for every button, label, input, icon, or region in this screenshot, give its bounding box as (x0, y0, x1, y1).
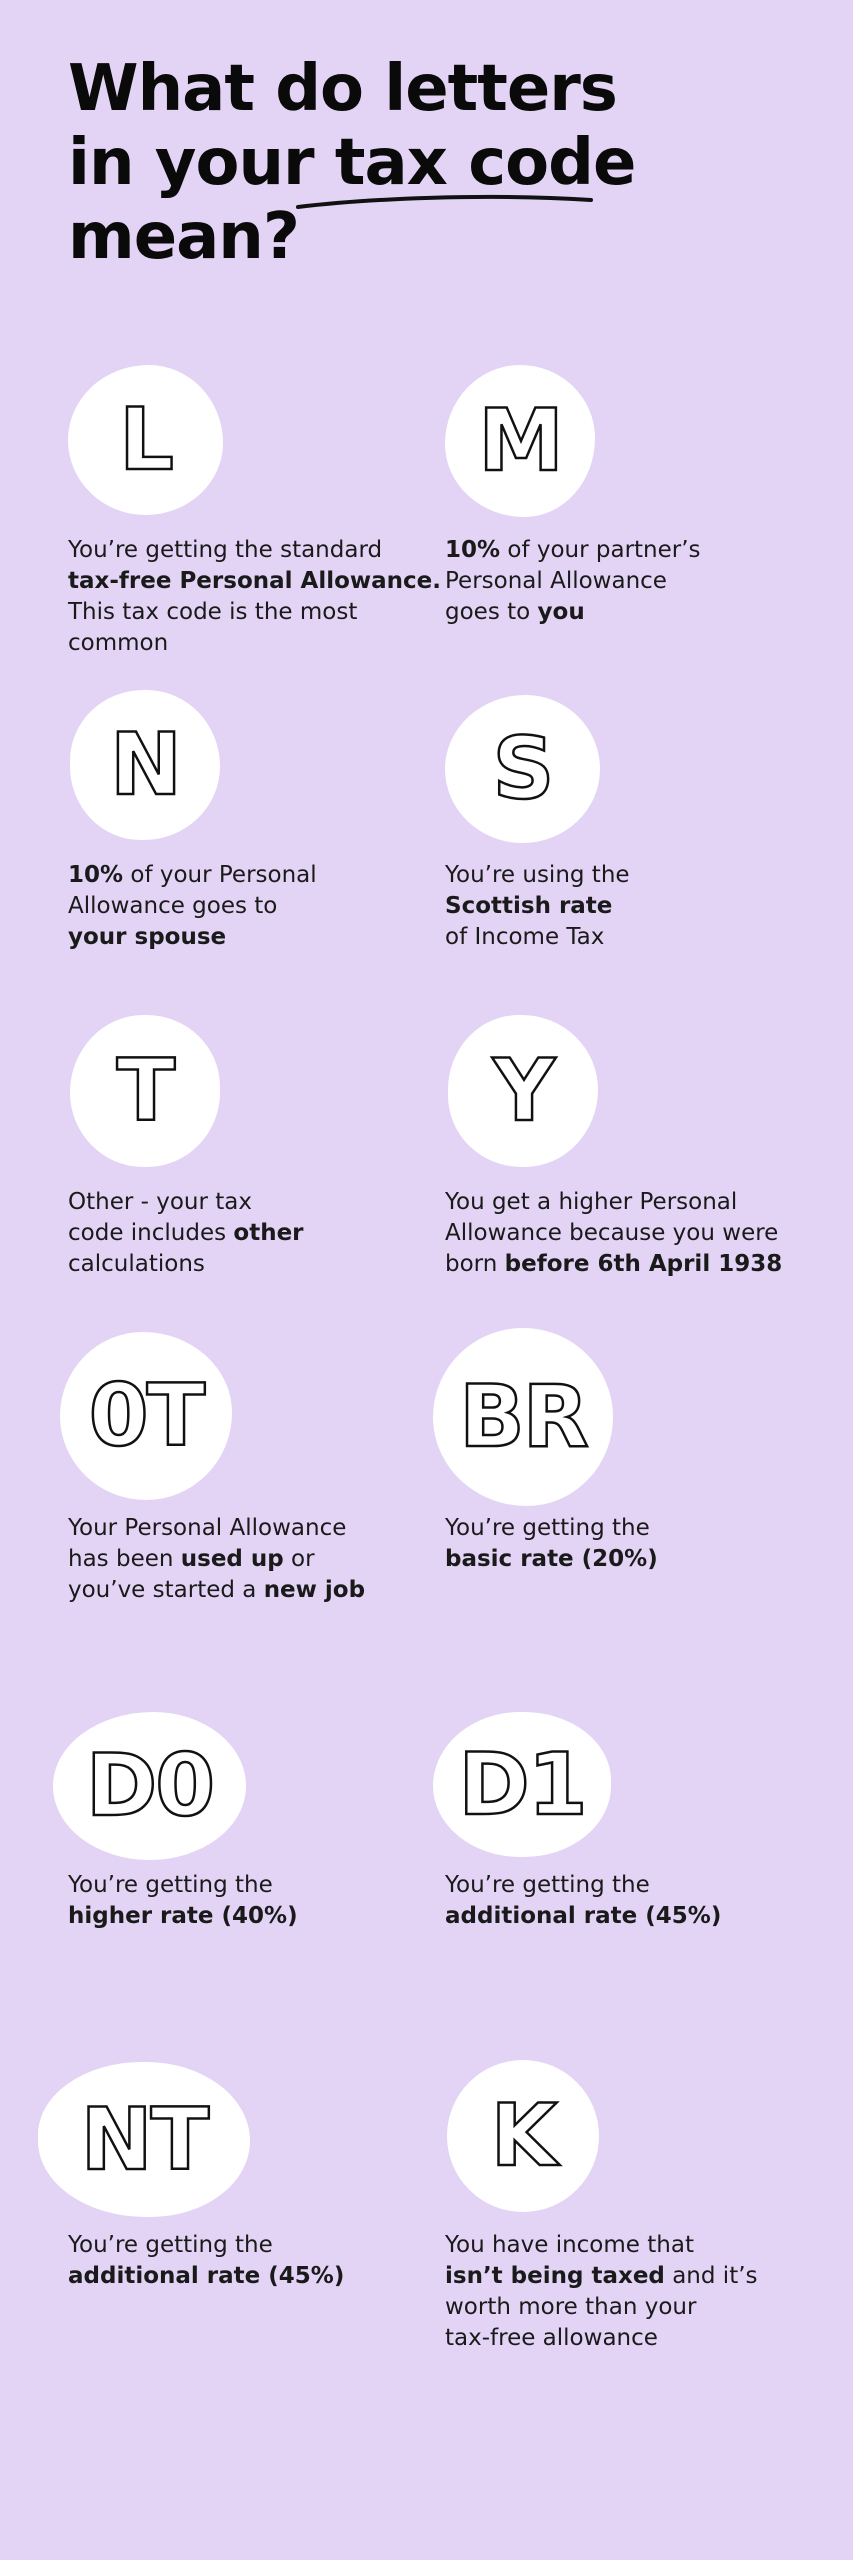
description-text: calculations (68, 1251, 205, 1277)
description-text: You’re getting the standard (68, 537, 383, 563)
description-emphasis: before 6th April 1938 (504, 1251, 783, 1277)
code-letter: T (116, 1041, 174, 1141)
description-emphasis: higher rate (40%) (68, 1903, 298, 1929)
code-letter: Y (492, 1041, 554, 1141)
description-text: and it’s (664, 2263, 758, 2289)
description-text: worth more than your (445, 2294, 697, 2320)
code-description (68, 2230, 344, 2292)
description-text: of Income Tax (445, 924, 605, 950)
description-text: You get a higher Personal (445, 1189, 738, 1215)
code-badge (445, 695, 600, 843)
code-letter: K (490, 2086, 556, 2186)
page-title (68, 52, 635, 274)
title-highlight: tax code (334, 126, 636, 200)
code-description (68, 1513, 365, 1606)
description-emphasis: 10% (445, 537, 501, 563)
description-emphasis: 10% (68, 862, 124, 888)
description-emphasis: new job (263, 1577, 366, 1603)
code-badge (53, 1712, 246, 1860)
code-letter: D0 (85, 1736, 214, 1836)
description-text: of your Personal (123, 862, 317, 888)
description-text: Allowance because you were (445, 1220, 779, 1246)
description-text: You’re getting the (445, 1515, 650, 1541)
title-line-3: mean? (68, 200, 299, 274)
code-description (68, 1187, 304, 1280)
code-description (445, 860, 630, 953)
code-badge (70, 690, 220, 840)
description-text: code includes (68, 1220, 234, 1246)
title-line-1: What do letters (68, 52, 617, 126)
code-letter: S (492, 719, 553, 819)
description-text: You’re getting the (68, 1872, 273, 1898)
description-emphasis: other (233, 1220, 304, 1246)
description-text: goes to (445, 599, 538, 625)
code-letter: BR (459, 1367, 587, 1467)
code-badge (447, 2060, 599, 2212)
code-badge (433, 1328, 613, 1506)
description-emphasis: your spouse (68, 924, 227, 950)
description-emphasis: you (537, 599, 585, 625)
description-text: of your partner’s (500, 537, 701, 563)
description-text: You’re using the (445, 862, 630, 888)
description-text: Allowance goes to (68, 893, 278, 919)
title-line-2 (68, 126, 635, 200)
description-text: common (68, 630, 169, 656)
description-emphasis: additional rate (45%) (68, 2263, 345, 2289)
description-text: You’re getting the (445, 1872, 650, 1898)
description-text: Other - your tax (68, 1189, 252, 1215)
title-line-2-start: in your (68, 126, 335, 200)
code-badge (60, 1332, 232, 1500)
code-letter: 0T (88, 1366, 204, 1466)
code-description (445, 1187, 782, 1280)
title-underline-decoration (295, 190, 595, 214)
description-text: tax-free allowance (445, 2325, 658, 2351)
description-text: Your Personal Allowance (68, 1515, 347, 1541)
code-badge (433, 1712, 611, 1857)
code-description (445, 535, 701, 628)
code-description (445, 1870, 721, 1932)
code-letter: L (119, 390, 172, 490)
description-emphasis: used up (180, 1546, 284, 1572)
code-description (445, 2230, 758, 2354)
code-description (68, 535, 441, 659)
code-letter: D1 (458, 1734, 586, 1835)
description-text: This tax code is the most (68, 599, 358, 625)
code-badge (448, 1015, 598, 1167)
description-text: Personal Allowance (445, 568, 667, 594)
code-badge (68, 365, 223, 515)
code-description (68, 1870, 298, 1932)
code-description (68, 860, 317, 953)
code-letter: NT (80, 2089, 208, 2190)
code-badge (38, 2062, 250, 2217)
description-text: you’ve started a (68, 1577, 264, 1603)
description-emphasis: isn’t being taxed (445, 2263, 665, 2289)
description-emphasis: Scottish rate (445, 893, 613, 919)
description-text: You’re getting the (68, 2232, 273, 2258)
description-emphasis: additional rate (45%) (445, 1903, 722, 1929)
description-text: or (283, 1546, 315, 1572)
code-badge (445, 365, 595, 517)
description-text: has been (68, 1546, 181, 1572)
description-emphasis: basic rate (20%) (445, 1546, 658, 1572)
code-letter: M (478, 391, 562, 491)
code-badge (70, 1015, 220, 1167)
code-letter: N (110, 715, 180, 815)
description-emphasis: tax-free Personal Allowance. (68, 568, 442, 594)
description-text: You have income that (445, 2232, 694, 2258)
code-description (445, 1513, 658, 1575)
description-text: born (445, 1251, 505, 1277)
